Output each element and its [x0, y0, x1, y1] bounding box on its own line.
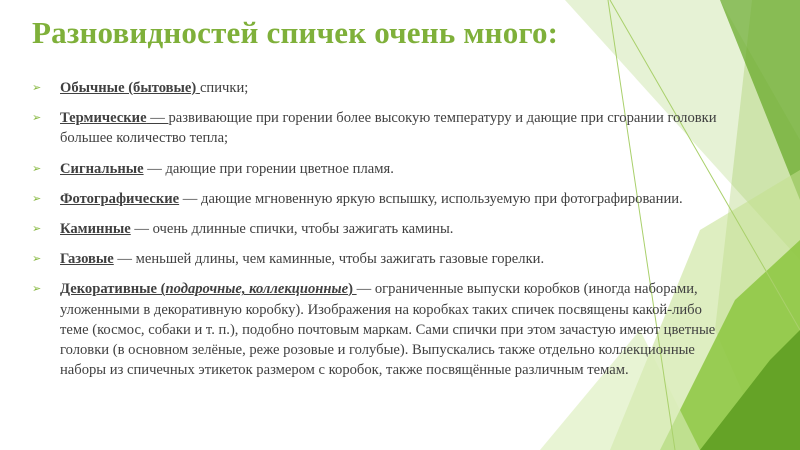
item-term: Обычные (бытовые): [60, 80, 197, 96]
list-item: ➢ Каминные — очень длинные спички, чтобы зажигать камины.: [32, 221, 454, 238]
item-text: очень длинные спички, чтобы зажигать камины.: [152, 221, 454, 238]
item-text: ограниченные выпуски коробков (иногда наборами, уложенными в декоративную коробку). Изображения на коробках таких спичек посвящены какой-либо теме (космос, собаки и т. п.), подобно почтовым маркам. Сами спички при этом зачастую имеют цветные головки (в основном зелёные, реже розовые и голубые). Выпускались также отдельно коллекционные наборы из спичечных этикеток размером с коробок, также посвящённые различным темам.: [60, 281, 716, 379]
list-item: ➢ Сигнальные — дающие при горении цветное пламя.: [32, 160, 394, 177]
bullet-list: [32, 78, 722, 390]
list-item: ➢ Декоративные (подарочные, коллекционные) — ограниченные выпуски коробков (иногда наборами, уложенными в декоративную коробку). Изображения на коробках таких спичек посвящены какой-либо теме (космос, собаки и т. п.), подобно почтовым маркам. Сами спички при этом зачастую имеют цветные головки (в основном зелёные, реже розовые и голубые). Выпускались также отдельно коллекционные наборы из спичечных этикеток размером с коробок, также посвящённые различным темам.: [32, 281, 716, 379]
list-item: [32, 78, 722, 98]
arrow-bullet-icon: ➢: [32, 161, 42, 175]
arrow-bullet-icon: ➢: [32, 252, 42, 266]
arrow-bullet-icon: ➢: [32, 111, 42, 125]
item-term: Фотографические: [60, 190, 180, 207]
arrow-bullet-icon: ➢: [32, 282, 42, 296]
item-term: Газовые: [60, 251, 114, 268]
arrow-bullet-icon: ➢: [32, 191, 42, 205]
item-text: дающие мгновенную яркую вспышку, используемую при фотографировании.: [201, 190, 683, 207]
list-item: ➢ Термические — развивающие при горении более высокую температуру и дающие при сгорании головки большее количество тепла;: [32, 110, 717, 147]
item-term: Термические: [60, 110, 147, 127]
item-text: спички;: [199, 80, 249, 96]
arrow-bullet-icon: ➢: [32, 222, 42, 236]
item-term: Сигнальные: [60, 160, 144, 177]
item-text: меньшей длины, чем каминные, чтобы зажигать газовые горелки.: [135, 251, 545, 268]
arrow-bullet-icon: ➢: [32, 81, 42, 94]
item-term: Декоративные (подарочные, коллекционные): [60, 281, 357, 298]
item-text: развивающие при горении более высокую температуру и дающие при сгорании головки большее количество тепла;: [60, 110, 717, 147]
item-term: Каминные: [60, 221, 131, 238]
list-item: ➢ Газовые — меньшей длины, чем каминные, чтобы зажигать газовые горелки.: [32, 251, 545, 268]
slide-title: Разновидностей спичек очень много:: [32, 15, 559, 50]
item-text: дающие при горении цветное пламя.: [165, 160, 394, 177]
list-item: ➢ Фотографические — дающие мгновенную яркую вспышку, используемую при фотографировании.: [32, 190, 683, 207]
